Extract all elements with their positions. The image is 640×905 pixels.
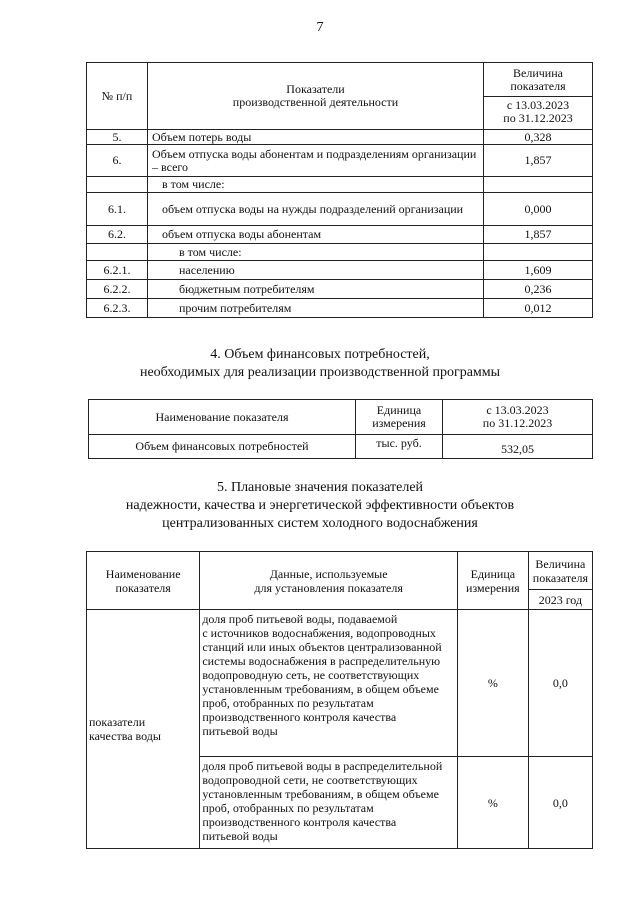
header-value-line1: Величина <box>513 66 563 80</box>
row-value <box>484 177 593 193</box>
header-value <box>528 552 592 590</box>
header-name <box>87 552 200 610</box>
row-name: прочим потребителям <box>148 299 484 318</box>
data-line: проб, отобранных по результатам <box>202 696 374 710</box>
group-name-line1: показатели <box>89 715 146 729</box>
header-period-line1: с 13.03.2023 <box>506 98 570 112</box>
header-name: Наименование показателя <box>89 400 356 435</box>
row-unit: % <box>457 757 528 849</box>
row-name: Объем потерь воды <box>148 130 484 145</box>
table-row <box>87 226 593 244</box>
header-value-line2: показателя <box>510 79 566 93</box>
table-row <box>87 193 593 226</box>
water-quality-table <box>86 551 593 849</box>
header-data-line2: для установления показателя <box>254 580 403 595</box>
data-line: водопроводную сеть, не соответствующих <box>202 668 420 682</box>
row-num: 6.1. <box>87 193 148 226</box>
data-line: доля проб питьевой воды в распределительной <box>202 759 443 773</box>
table-row <box>87 145 593 177</box>
section5-title-line1: 5. Плановые значения показателей <box>216 480 424 495</box>
row-value: 1,857 <box>484 145 593 177</box>
row-name: объем отпуска воды на нужды подразделений организации <box>148 193 484 226</box>
header-name-line2: показателя <box>115 580 171 595</box>
production-indicators-table <box>86 62 593 318</box>
header-period-line2: по 31.12.2023 <box>482 416 553 430</box>
row-data <box>200 757 458 849</box>
row-num: 6.2.3. <box>87 299 148 318</box>
data-line: водопроводной сети, не соответствующих <box>202 773 418 787</box>
row-name: объем отпуска воды абонентам <box>148 226 484 244</box>
table-row <box>87 299 593 318</box>
row-name: населению <box>148 261 484 280</box>
table-row <box>87 177 593 193</box>
header-period-line1: с 13.03.2023 <box>486 403 549 417</box>
table-row <box>87 261 593 280</box>
table-header-row <box>89 400 593 435</box>
row-value: 532,05 <box>443 435 593 459</box>
data-line: станций или иных объектов централизованной <box>202 640 442 654</box>
row-value: 0,0 <box>528 757 592 849</box>
data-line: установленным требованиям, в общем объеме <box>202 787 439 801</box>
row-value: 0,0 <box>528 610 592 757</box>
header-data-line1: Данные, используемые <box>269 566 388 581</box>
group-name <box>87 610 200 849</box>
header-unit <box>356 400 443 435</box>
section5-title <box>0 479 640 533</box>
header-indicators <box>148 63 484 130</box>
table-header-row <box>87 552 593 590</box>
row-num: 6.2. <box>87 226 148 244</box>
table-row <box>87 244 593 261</box>
header-unit <box>457 552 528 610</box>
table-row <box>87 280 593 299</box>
row-unit: % <box>457 610 528 757</box>
row-name: бюджетным потребителям <box>148 280 484 299</box>
page-number: 7 <box>316 20 324 35</box>
data-line: системы водоснабжения в распределительную <box>202 654 441 668</box>
data-line: доля проб питьевой воды, подаваемой <box>202 612 398 626</box>
header-unit-line2: измерения <box>372 416 426 430</box>
data-line: проб, отобранных по результатам <box>202 801 374 815</box>
row-name: в том числе: <box>148 177 484 193</box>
row-value: 0,236 <box>484 280 593 299</box>
group-name-line2: качества воды <box>89 729 161 743</box>
table-header-row <box>87 63 593 130</box>
row-value: 0,000 <box>484 193 593 226</box>
section5-title-line2: надежности, качества и энергетической эффективности объектов <box>125 498 515 513</box>
section4-title-line2: необходимых для реализации производственной программы <box>139 365 501 380</box>
row-name: в том числе: <box>148 244 484 261</box>
row-value <box>484 244 593 261</box>
header-num: № п/п <box>87 63 148 130</box>
row-data <box>200 610 458 757</box>
header-indicators-line2: производственной деятельности <box>232 95 399 109</box>
section4-title <box>0 346 640 382</box>
data-line: питьевой воды <box>202 724 278 738</box>
section5-title-line3: централизованных систем холодного водоснабжения <box>162 516 478 531</box>
row-unit: тыс. руб. <box>356 435 443 459</box>
row-value: 1,609 <box>484 261 593 280</box>
header-period <box>484 96 592 128</box>
row-value: 0,328 <box>484 130 593 145</box>
table-row <box>89 435 593 459</box>
row-num <box>87 244 148 261</box>
data-line: производственного контроля качества <box>202 710 397 724</box>
data-line: установленным требованиям, в общем объеме <box>202 682 439 696</box>
table-row <box>87 130 593 145</box>
header-unit-line1: Единица <box>376 403 422 417</box>
header-value-title <box>484 65 592 96</box>
header-value <box>484 63 593 130</box>
header-period <box>443 400 593 435</box>
header-name-line1: Наименование <box>105 566 181 581</box>
header-year: 2023 год <box>528 590 592 610</box>
row-num: 5. <box>87 130 148 145</box>
header-period-line2: по 31.12.2023 <box>503 111 573 125</box>
row-num: 6. <box>87 145 148 177</box>
section4-title-line1: 4. Объем финансовых потребностей, <box>210 347 430 362</box>
header-value-line1: Величина <box>535 556 586 571</box>
row-num: 6.2.2. <box>87 280 148 299</box>
row-value: 1,857 <box>484 226 593 244</box>
table-row <box>87 610 593 757</box>
row-num: 6.2.1. <box>87 261 148 280</box>
data-line: с источников водоснабжения, водопроводных <box>202 626 436 640</box>
financial-needs-table <box>88 399 593 459</box>
header-value-line2: показателя <box>532 570 588 585</box>
data-line: производственного контроля качества <box>202 815 397 829</box>
row-num <box>87 177 148 193</box>
data-line: питьевой воды <box>202 829 278 843</box>
header-unit-line2: измерения <box>466 580 520 595</box>
header-indicators-line1: Показатели <box>286 82 345 96</box>
row-name: Объем отпуска воды абонентам и подразделениям организации – всего <box>148 145 484 177</box>
header-unit-line1: Единица <box>470 566 516 581</box>
header-data <box>200 552 458 610</box>
row-value: 0,012 <box>484 299 593 318</box>
row-name: Объем финансовых потребностей <box>89 435 356 459</box>
